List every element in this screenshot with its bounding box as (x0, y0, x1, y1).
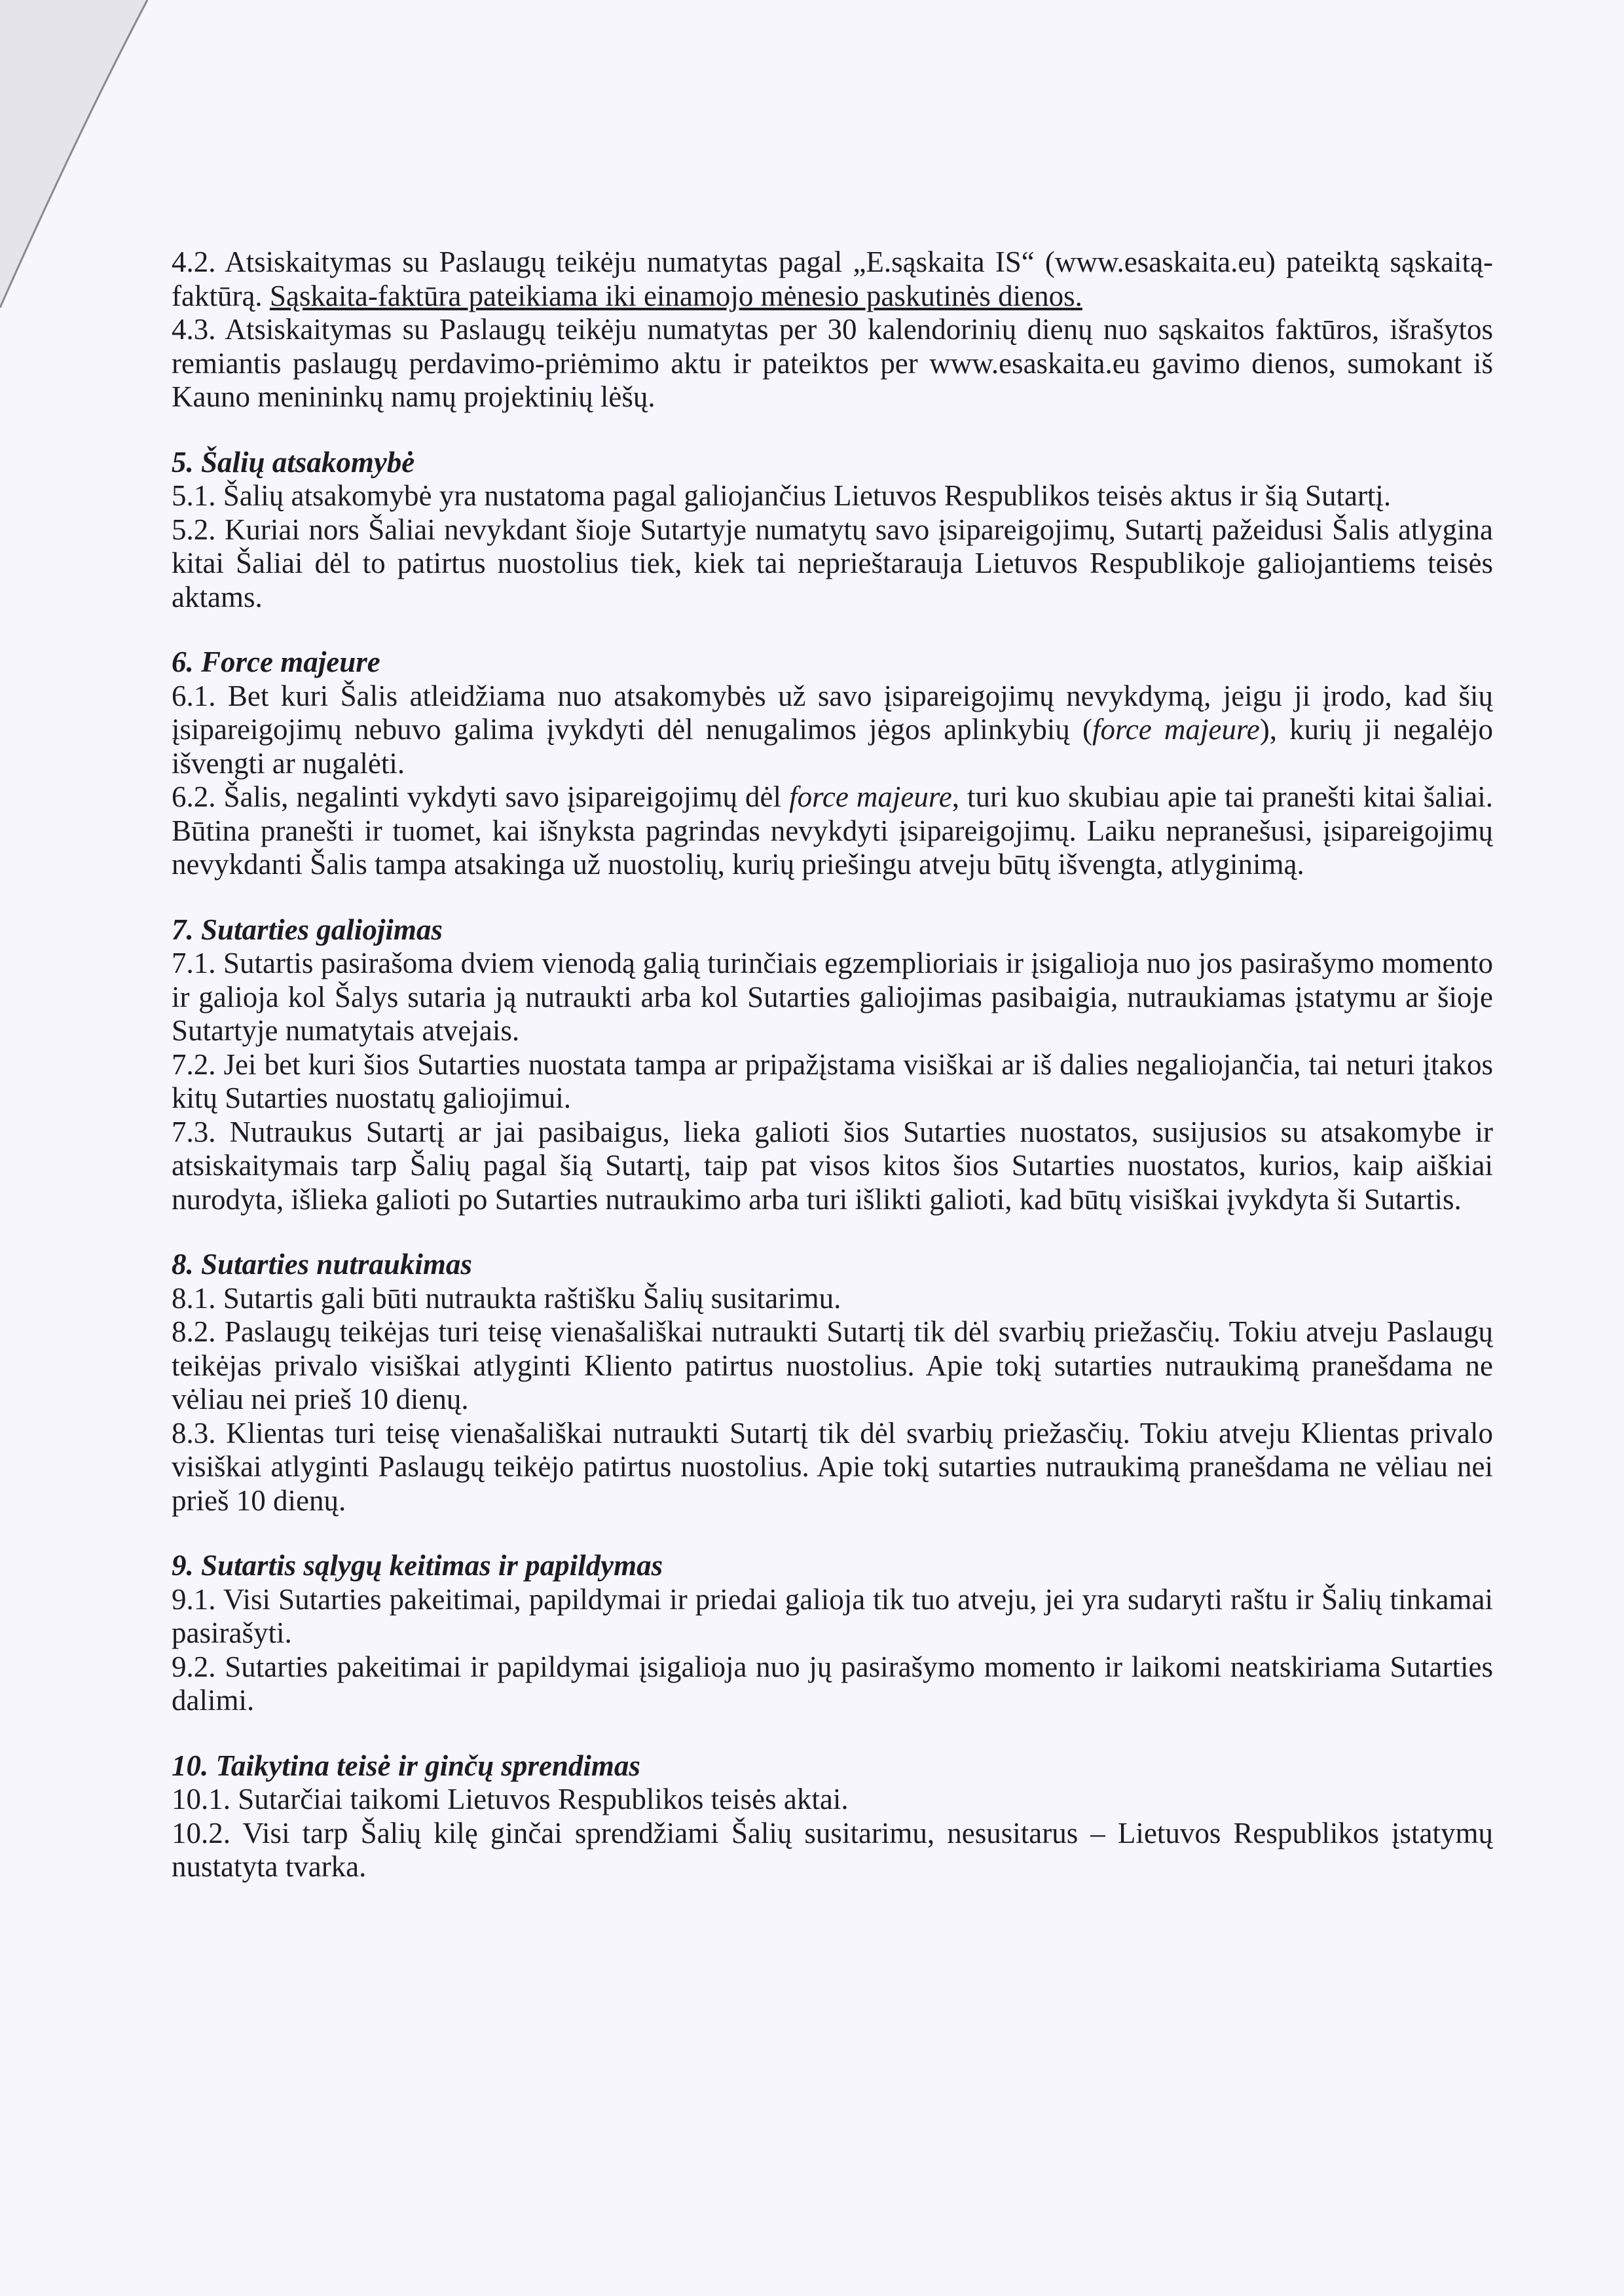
italic-text: force majeure (1092, 713, 1260, 746)
section-heading: 9. Sutartis sąlygų keitimas ir papildymas (172, 1549, 663, 1582)
clause-paragraph (172, 1116, 1493, 1217)
clause-text: 6.2. Šalis, negalinti vykdyti savo įsipareigojimų dėl (172, 780, 790, 813)
clause-paragraph (172, 1315, 1493, 1417)
clause-paragraph (172, 947, 1493, 1048)
clause-text: 10.1. Sutarčiai taikomi Lietuvos Respublikos teisės aktai. (172, 1783, 849, 1815)
clause-text: 4.3. Atsiskaitymas su Paslaugų teikėju numatytas per 30 kalendorinių dienų nuo sąskaitos faktūros, išrašytos remiantis paslaugų perdavimo-priėmimo aktu ir pateiktos per www.esaskaita.eu gavimo dienos, sumokant iš Kauno menininkų namų projektinių lėšų. (172, 313, 1493, 413)
section-heading: 8. Sutarties nutraukimas (172, 1248, 472, 1281)
italic-text: force majeure (789, 780, 952, 813)
clause-paragraph (172, 513, 1493, 615)
section-heading: 7. Sutarties galiojimas (172, 913, 443, 946)
contract-section (172, 446, 1493, 615)
clause-paragraph (172, 680, 1493, 781)
clause-text: 8.3. Klientas turi teisę vienašališkai nutraukti Sutartį tik dėl svarbių priežasčių. Tokiu atveju Klientas privalo visiškai atlyginti Paslaugų teikėjo patirtus nuostolius. Apie tokį sutarties nutraukimą pranešdama ne vėliau nei prieš 10 dienų. (172, 1416, 1493, 1517)
clause-text: 6.1. Bet kuri Šalis atleidžiama nuo atsakomybės už savo įsipareigojimų nevykdymą, jeigu ji įrodo, kad šių įsipareigojimų nebuvo galima įvykdyti dėl nenugalimos jėgos aplinkybių ( (172, 679, 1493, 746)
clause-paragraph (172, 1048, 1493, 1116)
contract-page (172, 246, 1493, 1884)
clause-text: 10.2. Visi tarp Šalių kilę ginčai sprendžiami Šalių susitarimu, nesusitarus – Lietuvos Respublikos įstatymų nustatyta tvarka. (172, 1816, 1493, 1883)
clause-text: 8.1. Sutartis gali būti nutraukta raštišku Šalių susitarimu. (172, 1281, 841, 1315)
clause-text: 7.1. Sutartis pasirašoma dviem vienodą galią turinčiais egzemplioriais ir įsigalioja nuo jos pasirašymo momento ir galioja kol Šalys sutaria ją nutraukti arba kol Sutarties galiojimas pasibaigia, nutraukiamas įstatymu ar šioje Sutartyje numatytais atvejais. (172, 947, 1493, 1047)
contract-section (172, 246, 1493, 414)
clause-paragraph (172, 1650, 1493, 1718)
contract-section (172, 1749, 1493, 1884)
contract-section (172, 1248, 1493, 1518)
clause-paragraph (172, 1783, 1493, 1817)
section-heading: 5. Šalių atsakomybė (172, 445, 415, 479)
contract-section (172, 1549, 1493, 1718)
clause-text: , turi kuo skubiau apie tai pranešti kitai šaliai. Būtina pranešti ir tuomet, kai išnyksta pagrindas nevykdyti įsipareigojimų. Laiku nepranešusi, įsipareigojimų nevykdanti Šalis tampa atsakinga už nuostolių, kurių priešingu atveju būtų išvengta, atlyginimą. (172, 780, 1493, 881)
clause-paragraph (172, 1282, 1493, 1316)
clause-paragraph (172, 780, 1493, 882)
contract-section (172, 646, 1493, 882)
clause-paragraph (172, 1417, 1493, 1518)
clause-text: 4.2. Atsiskaitymas su Paslaugų teikėju numatytas pagal „E.sąskaita IS“ (www.esaskaita.eu) pateiktą sąskaitą-faktūrą. (172, 246, 1493, 312)
clause-text: 9.2. Sutarties pakeitimai ir papildymai įsigalioja nuo jų pasirašymo momento ir laikomi neatskiriama Sutarties dalimi. (172, 1650, 1493, 1717)
clause-text: 7.3. Nutraukus Sutartį ar jai pasibaigus, lieka galioti šios Sutarties nuostatos, susijusios su atsakomybe ir atsiskaitymais tarp Šalių pagal šią Sutartį, taip pat visos kitos šios Sutarties nuostatos, kurios, kaip aiškiai nurodyta, išlieka galioti po Sutarties nutraukimo arba turi išlikti galioti, kad būtų visiškai įvykdyta ši Sutartis. (172, 1115, 1493, 1216)
clause-paragraph (172, 1817, 1493, 1884)
clause-text: 5.1. Šalių atsakomybė yra nustatoma pagal galiojančius Lietuvos Respublikos teisės aktus ir šią Sutartį. (172, 479, 1392, 512)
clause-paragraph (172, 246, 1493, 313)
section-heading: 10. Taikytina teisė ir ginčų sprendimas (172, 1749, 640, 1782)
clause-text: 7.2. Jei bet kuri šios Sutarties nuostata tampa ar pripažįstama visiškai ar iš dalies negaliojančia, tai neturi įtakos kitų Sutarties nuostatų galiojimui. (172, 1048, 1493, 1114)
clause-text: 5.2. Kuriai nors Šaliai nevykdant šioje Sutartyje numatytų savo įsipareigojimų, Sutartį pažeidusi Šalis atlygina kitai Šaliai dėl to patirtus nuostolius tiek, kiek tai neprieštarauja Lietuvos Respublikoje galiojantiems teisės aktams. (172, 513, 1493, 613)
clause-text: ), kurių ji negalėjo išvengti ar nugalėti. (172, 713, 1494, 780)
clause-paragraph (172, 1583, 1493, 1650)
clause-text: 9.1. Visi Sutarties pakeitimai, papildymai ir priedai galioja tik tuo atveju, jei yra sudaryti raštu ir Šalių tinkamai pasirašyti. (172, 1582, 1493, 1649)
section-heading: 6. Force majeure (172, 646, 380, 678)
clause-text: 8.2. Paslaugų teikėjas turi teisę vienašališkai nutraukti Sutartį tik dėl svarbių priežasčių. Tokiu atveju Paslaugų teikėjas privalo visiškai atlyginti Kliento patirtus nuostolius. Apie tokį sutarties nutraukimą pranešdama ne vėliau nei prieš 10 dienų. (172, 1315, 1493, 1415)
clause-paragraph (172, 313, 1493, 414)
contract-section (172, 913, 1493, 1217)
folded-page-corner (0, 0, 170, 327)
clause-paragraph (172, 479, 1493, 513)
underlined-text: Sąskaita-faktūra pateikiama iki einamojo mėnesio paskutinės dienos. (269, 279, 1082, 312)
